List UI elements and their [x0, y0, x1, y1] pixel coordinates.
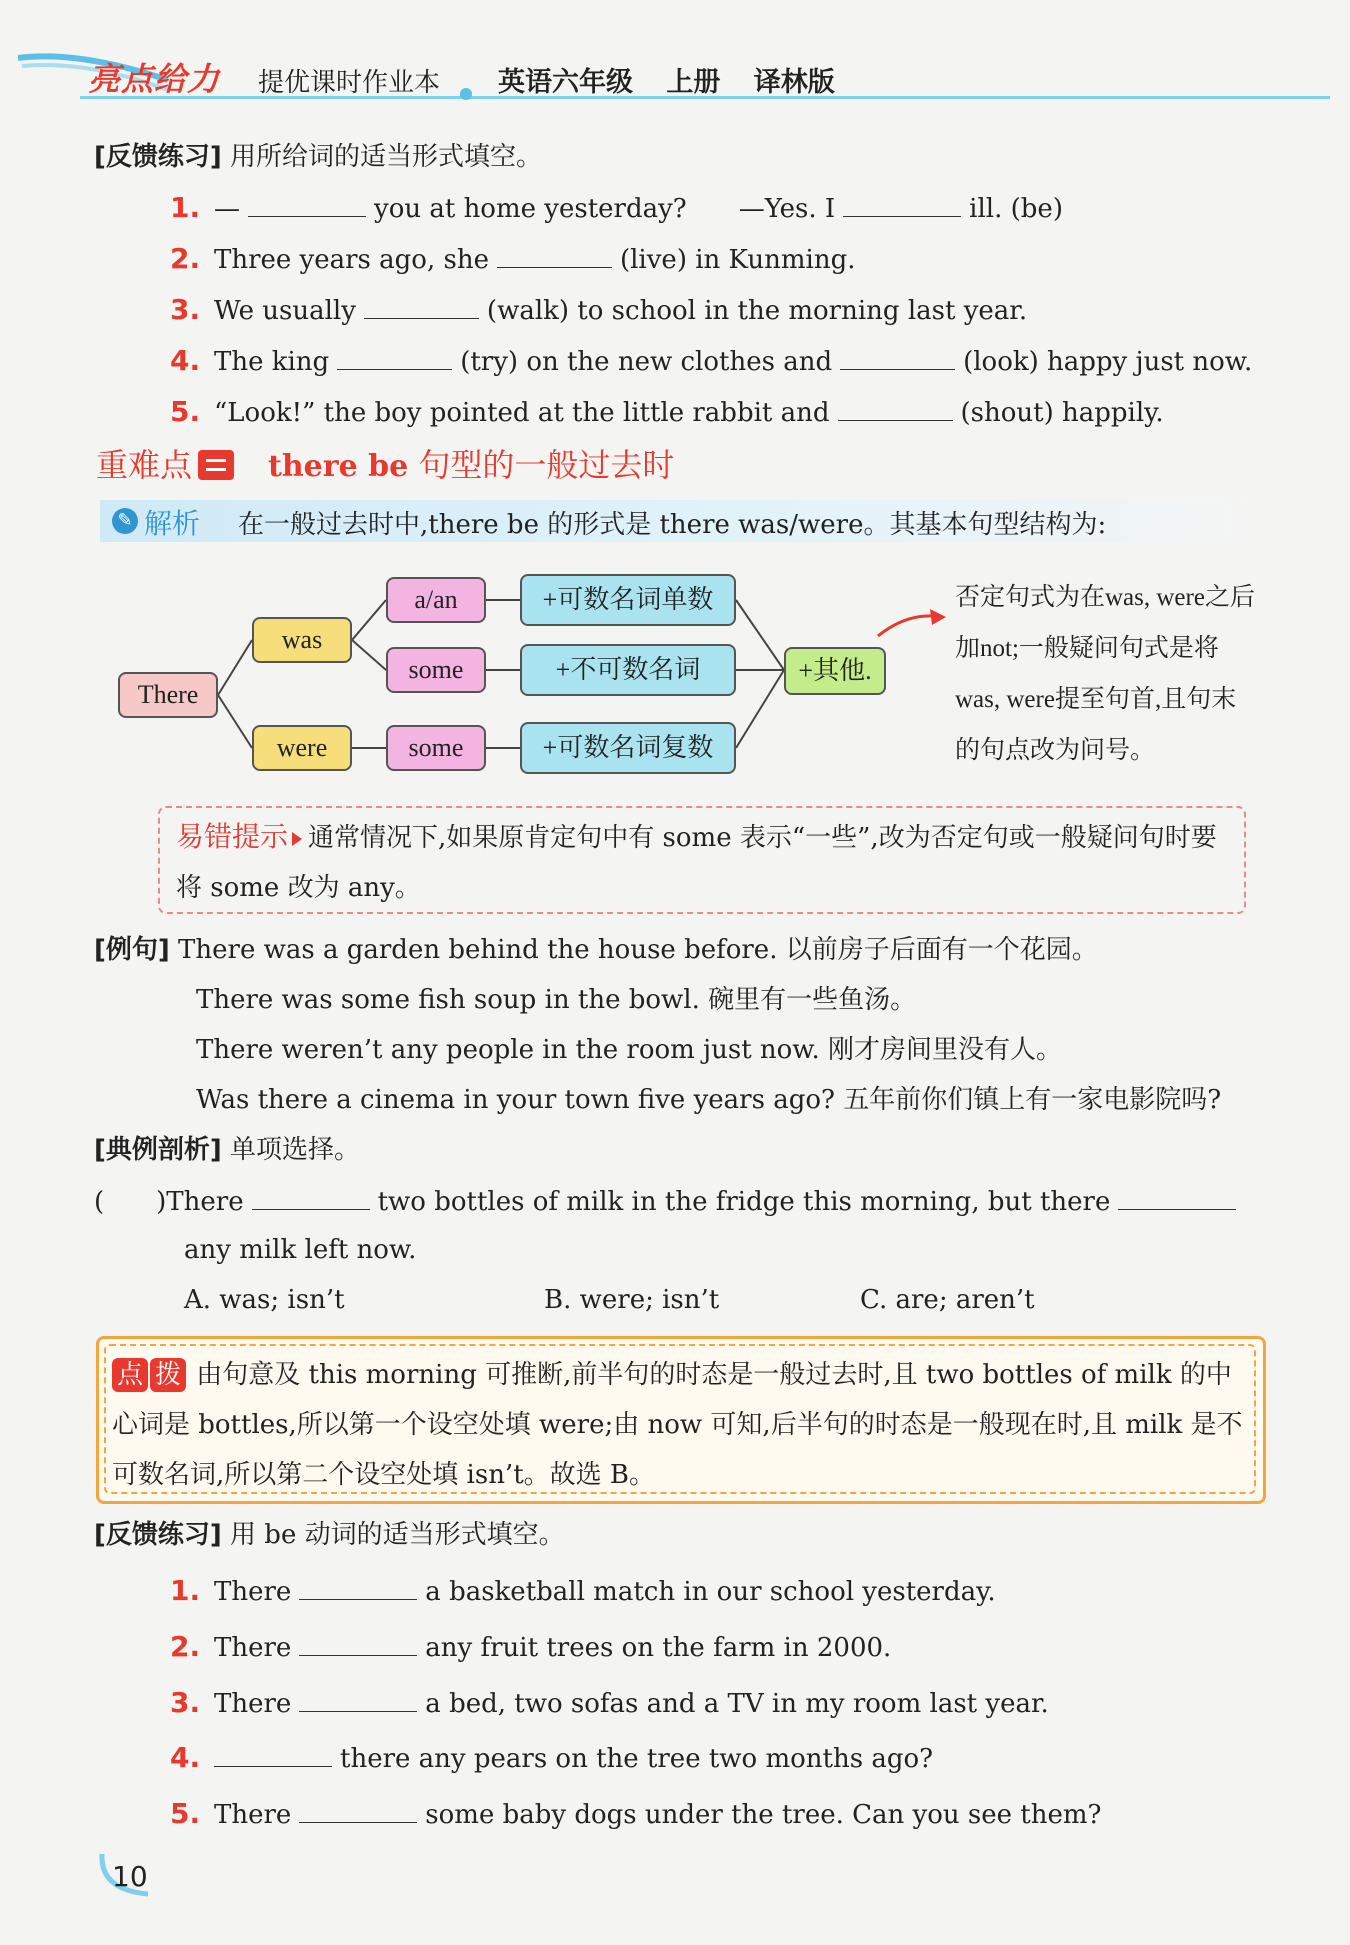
hint-text: 由句意及 this morning 可推断,前半句的时态是一般过去时,且 two bottles of milk 的中心词是 bottles,所以第一个设空处填 were;由 now 可知,后半句的时态是一般现在时,且 milk 是不可数名词,所以第二个设空处填 isn’t。故选 B。 — [112, 1360, 1243, 1490]
error-prone-label: 易错提示 — [176, 820, 289, 853]
node-were: were — [252, 725, 352, 771]
item-number: 3. — [170, 293, 201, 326]
item-text: (shout) happily. — [960, 398, 1164, 428]
section-label: 重难点 — [96, 446, 193, 484]
item-text: (live) in Kunming. — [619, 245, 856, 275]
item-text: “Look!” the boy pointed at the little rabbit and — [214, 398, 830, 428]
analysis-label: 解析 — [144, 507, 201, 540]
practice2-item-4 — [170, 1740, 933, 1776]
item-text: There — [214, 1633, 292, 1663]
answer-blank[interactable] — [214, 1740, 332, 1767]
example-line-3: There weren’t any people in the room just now. 刚才房间里没有人。 — [196, 1035, 1063, 1065]
error-prone-text: 通常情况下,如果原肯定句中有 some 表示“一些”,改为否定句或一般疑问句时要将 some 改为 any。 — [176, 823, 1217, 903]
item-number: 1. — [170, 1574, 201, 1607]
item-number: 2. — [170, 1630, 201, 1663]
practice2-heading — [94, 1518, 565, 1552]
item-number: 4. — [170, 1741, 201, 1774]
item-text: The king — [214, 347, 330, 377]
answer-blank[interactable] — [299, 1573, 417, 1600]
section-title-en: there be — [268, 449, 409, 484]
item-number: 5. — [170, 1797, 201, 1830]
item-text: Three years ago, she — [214, 245, 489, 275]
item-text: a bed, two sofas and a TV in my room last year. — [425, 1689, 1049, 1719]
answer-blank[interactable] — [299, 1685, 417, 1712]
practice2-item-2 — [170, 1629, 891, 1665]
answer-paren: ( )There — [94, 1187, 244, 1217]
typical-tag: [典例剖析] — [94, 1135, 222, 1165]
book-info: 英语六年级 上册 译林版 — [498, 67, 835, 98]
node-uncountable: +不可数名词 — [520, 644, 736, 696]
answer-blank[interactable] — [299, 1796, 417, 1823]
practice1-instruction: 用所给词的适当形式填空。 — [230, 142, 543, 172]
item-number: 4. — [170, 344, 201, 377]
practice2-tag: [反馈练习] — [94, 1520, 222, 1550]
brand-logo: 亮点给力 — [88, 60, 221, 98]
practice2-item-5 — [170, 1796, 1101, 1832]
typical-question-cont: any milk left now. — [184, 1235, 417, 1265]
node-other: +其他. — [784, 647, 886, 695]
item-number: 1. — [170, 191, 201, 224]
typical-question — [94, 1183, 1244, 1219]
item-text: you at home yesterday? —Yes. I — [374, 194, 836, 224]
item-text: any fruit trees on the farm in 2000. — [425, 1633, 892, 1663]
examples-tag: [例句] — [94, 935, 170, 965]
node-some-plural: some — [386, 725, 486, 771]
practice2-item-1 — [170, 1573, 996, 1609]
item-text: a basketball match in our school yesterday. — [425, 1577, 996, 1607]
typical-heading — [94, 1133, 360, 1167]
item-text: there any pears on the tree two months ago? — [340, 1744, 934, 1774]
item-text: There — [214, 1577, 292, 1607]
item-text: There — [214, 1689, 292, 1719]
question-text: two bottles of milk in the fridge this morning, but there — [377, 1187, 1111, 1217]
answer-blank[interactable] — [299, 1629, 417, 1656]
item-text: There — [214, 1800, 292, 1830]
answer-blank[interactable] — [1118, 1183, 1236, 1210]
item-text: ill. (be) — [969, 194, 1063, 224]
diagram-side-note: 否定句式为在was, were之后加not;一般疑问句式是将was, were提至句首,且句末的句点改为问号。 — [955, 584, 1255, 764]
practice2-item-3 — [170, 1685, 1049, 1721]
node-some-uncountable: some — [386, 647, 486, 693]
section-title-cn: 句型的一般过去时 — [418, 446, 675, 484]
node-was: was — [252, 617, 352, 663]
option-a[interactable]: A. was; isn’t — [184, 1285, 345, 1315]
node-there: There — [118, 672, 218, 718]
typical-instruction: 单项选择。 — [230, 1135, 361, 1165]
item-text: (look) happy just now. — [963, 347, 1253, 377]
triangle-pointer-icon — [292, 832, 302, 846]
example-line-2: There was some fish soup in the bowl. 碗里有一些鱼汤。 — [196, 985, 917, 1015]
node-countable-singular: +可数名词单数 — [520, 574, 736, 626]
error-prone-tip — [176, 812, 1236, 913]
hint-badge: 点 — [112, 1358, 148, 1392]
node-countable-plural: +可数名词复数 — [520, 722, 736, 774]
option-b[interactable]: B. were; isn’t — [544, 1285, 720, 1315]
brand-subtitle: 提优课时作业本 — [258, 68, 441, 98]
answer-blank[interactable] — [252, 1183, 370, 1210]
hint-badge: 拨 — [150, 1358, 186, 1392]
item-text: We usually — [214, 296, 356, 326]
example-line-4: Was there a cinema in your town five years ago? 五年前你们镇上有一家电影院吗? — [196, 1085, 1222, 1115]
item-number: 2. — [170, 242, 201, 275]
item-text: — — [214, 194, 240, 224]
example-line-1 — [94, 933, 1098, 967]
hint-text-block — [112, 1350, 1252, 1500]
page-number: 10 — [112, 1860, 148, 1893]
item-number: 3. — [170, 1686, 201, 1719]
item-text: (try) on the new clothes and — [460, 347, 833, 377]
item-number: 5. — [170, 395, 201, 428]
node-a-an: a/an — [386, 577, 486, 623]
item-text: (walk) to school in the morning last year. — [486, 296, 1028, 326]
pen-icon: ✎ — [112, 508, 138, 534]
practice2-instruction: 用 be 动词的适当形式填空。 — [230, 1520, 565, 1550]
practice1-tag: [反馈练习] — [94, 142, 222, 172]
item-text: some baby dogs under the tree. Can you see them? — [425, 1800, 1102, 1830]
option-c[interactable]: C. are; aren’t — [860, 1285, 1035, 1315]
example-sentence: There was a garden behind the house before. 以前房子后面有一个花园。 — [178, 935, 1098, 965]
analysis-text: 在一般过去时中,there be 的形式是 there was/were。其基本句型结构为: — [238, 510, 1107, 540]
